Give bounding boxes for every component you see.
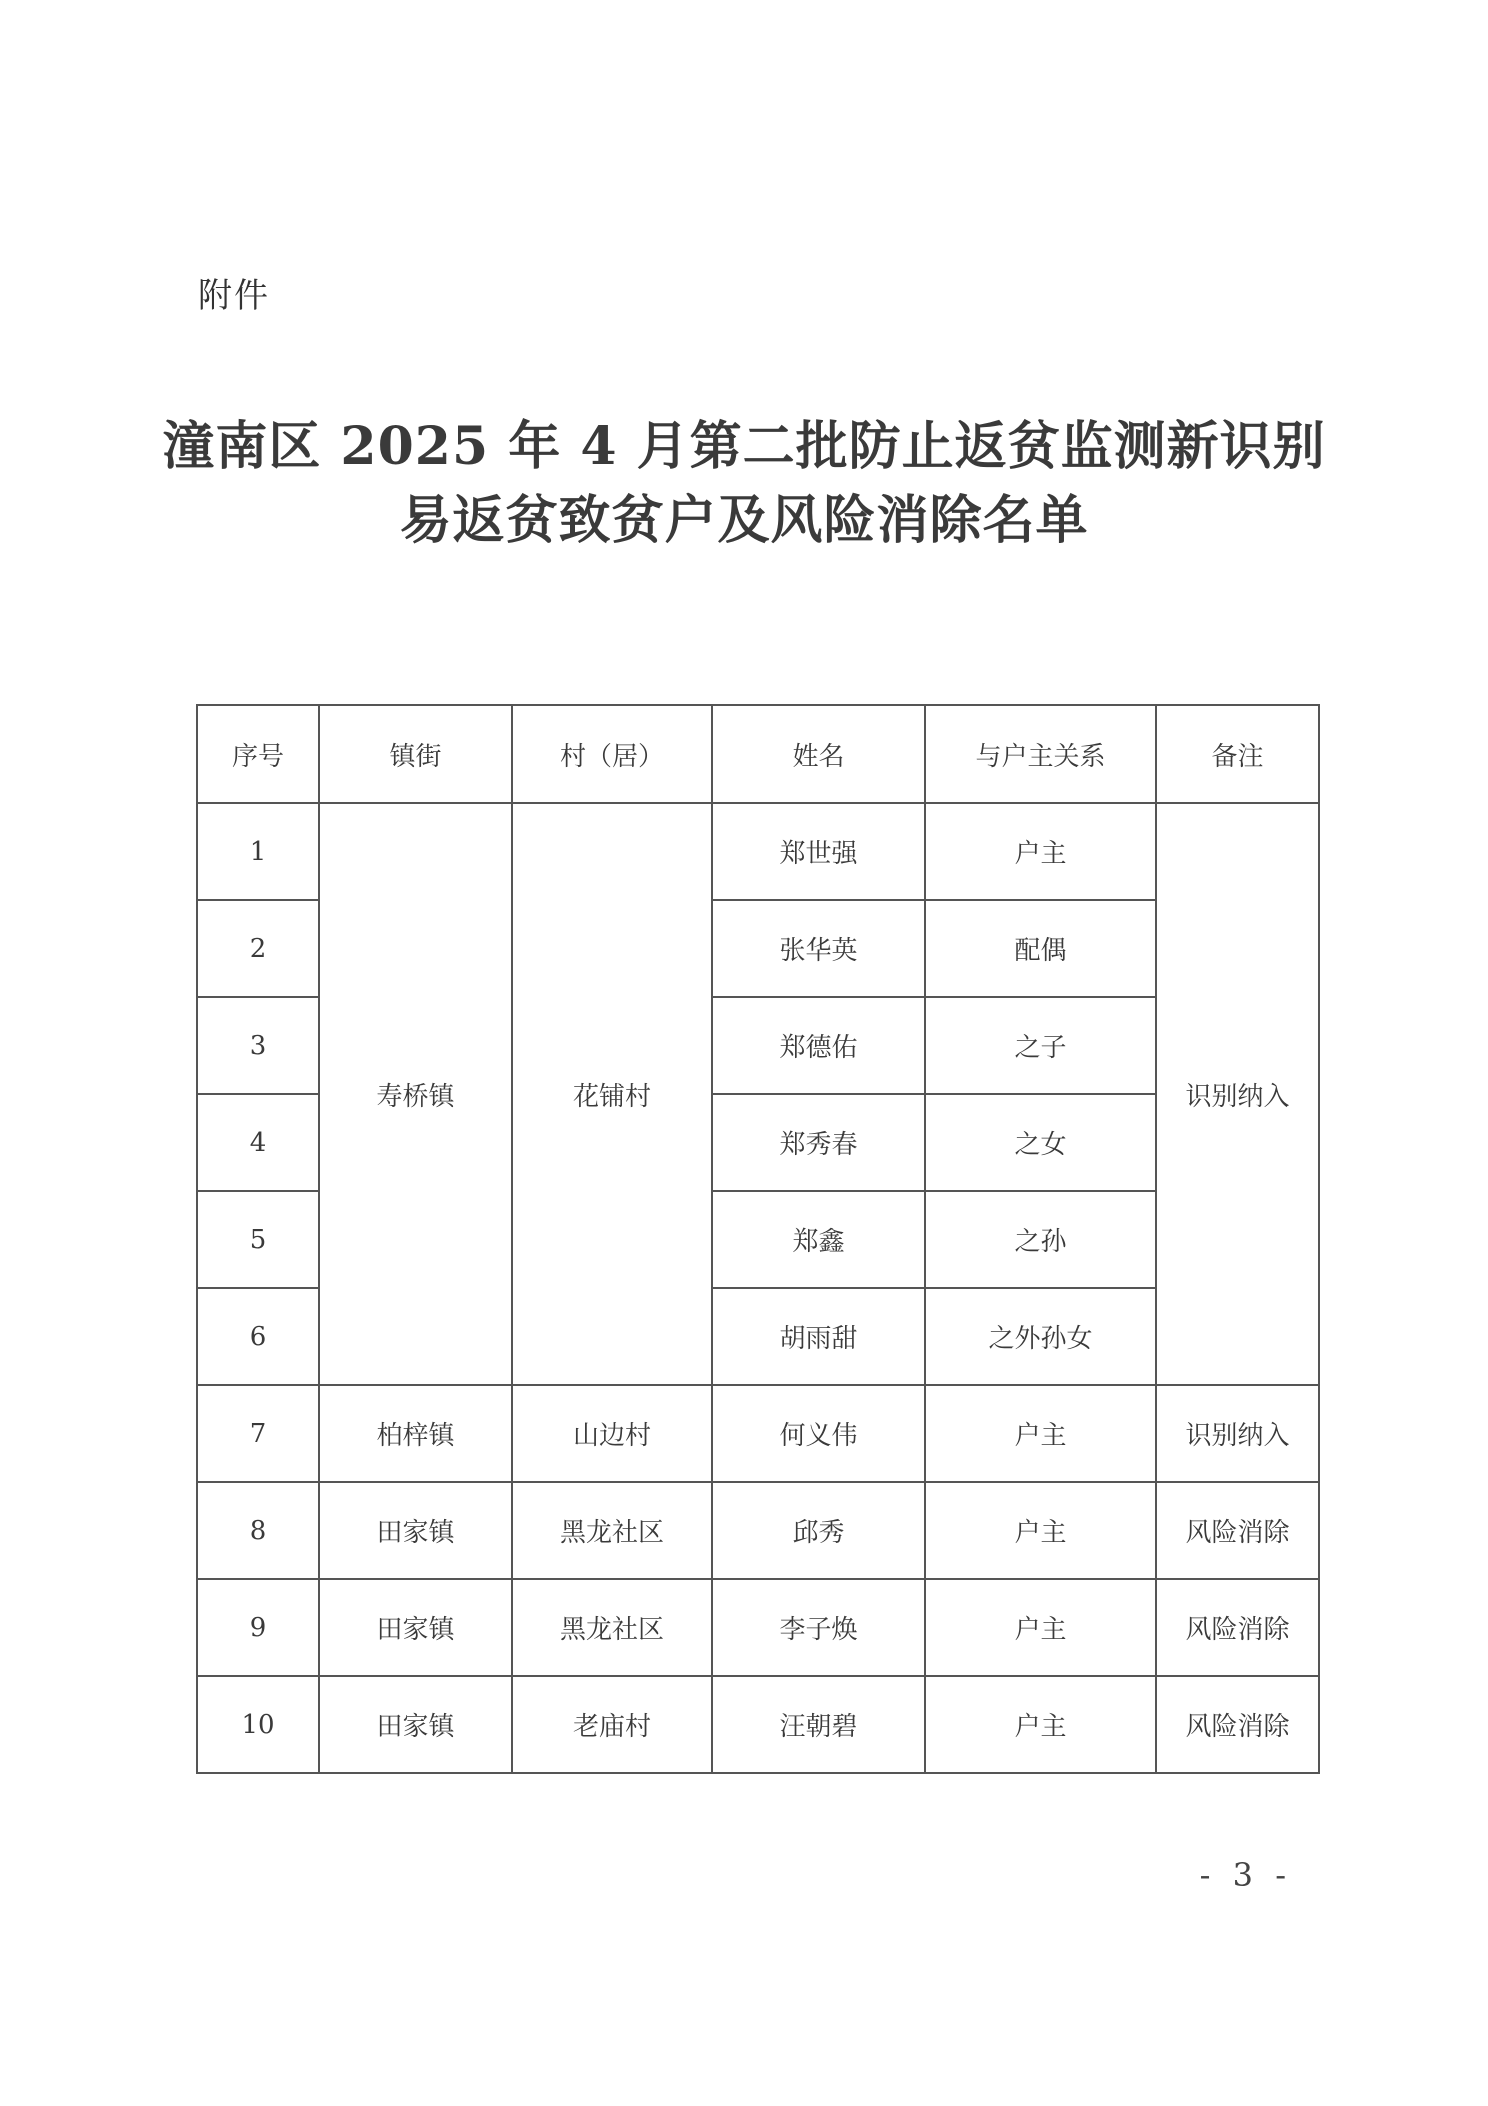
cell-town: 田家镇 xyxy=(319,1579,512,1676)
cell-relation: 之子 xyxy=(925,997,1156,1094)
header-village: 村（居） xyxy=(512,705,712,803)
cell-remark: 风险消除 xyxy=(1156,1579,1319,1676)
cell-town: 田家镇 xyxy=(319,1676,512,1773)
cell-serial: 5 xyxy=(197,1191,319,1288)
cell-relation: 户主 xyxy=(925,1385,1156,1482)
cell-town: 柏梓镇 xyxy=(319,1385,512,1482)
cell-name: 胡雨甜 xyxy=(712,1288,925,1385)
cell-name: 何义伟 xyxy=(712,1385,925,1482)
cell-serial: 2 xyxy=(197,900,319,997)
cell-serial: 8 xyxy=(197,1482,319,1579)
cell-serial: 4 xyxy=(197,1094,319,1191)
header-serial: 序号 xyxy=(197,705,319,803)
attachment-label: 附件 xyxy=(198,276,270,316)
cell-village: 黑龙社区 xyxy=(512,1482,712,1579)
cell-name: 张华英 xyxy=(712,900,925,997)
table-header-row xyxy=(197,705,1319,803)
cell-relation: 户主 xyxy=(925,1579,1156,1676)
cell-relation: 户主 xyxy=(925,803,1156,900)
table-row xyxy=(197,1482,1319,1579)
cell-serial: 1 xyxy=(197,803,319,900)
cell-name: 郑秀春 xyxy=(712,1094,925,1191)
cell-remark: 风险消除 xyxy=(1156,1482,1319,1579)
cell-relation: 配偶 xyxy=(925,900,1156,997)
cell-serial: 3 xyxy=(197,997,319,1094)
cell-relation: 户主 xyxy=(925,1482,1156,1579)
cell-name: 郑世强 xyxy=(712,803,925,900)
household-list-table xyxy=(196,704,1320,1774)
document-title-line2: 易返贫致贫户及风险消除名单 xyxy=(399,490,1089,551)
cell-relation: 之外孙女 xyxy=(925,1288,1156,1385)
cell-relation: 之女 xyxy=(925,1094,1156,1191)
cell-name: 邱秀 xyxy=(712,1482,925,1579)
cell-village: 老庙村 xyxy=(512,1676,712,1773)
cell-relation: 之孙 xyxy=(925,1191,1156,1288)
page-number: - 3 - xyxy=(1199,1856,1292,1894)
cell-remark: 风险消除 xyxy=(1156,1676,1319,1773)
cell-relation: 户主 xyxy=(925,1676,1156,1773)
cell-serial: 7 xyxy=(197,1385,319,1482)
cell-serial: 9 xyxy=(197,1579,319,1676)
cell-village: 黑龙社区 xyxy=(512,1579,712,1676)
cell-village: 山边村 xyxy=(512,1385,712,1482)
cell-name: 郑德佑 xyxy=(712,997,925,1094)
cell-town: 寿桥镇 xyxy=(319,803,512,1385)
document-title-line1: 潼南区 2025 年 4 月第二批防止返贫监测新识别 xyxy=(162,416,1326,477)
cell-name: 汪朝碧 xyxy=(712,1676,925,1773)
cell-name: 李子焕 xyxy=(712,1579,925,1676)
cell-serial: 6 xyxy=(197,1288,319,1385)
cell-remark: 识别纳入 xyxy=(1156,1385,1319,1482)
header-remark: 备注 xyxy=(1156,705,1319,803)
cell-town: 田家镇 xyxy=(319,1482,512,1579)
header-relation: 与户主关系 xyxy=(925,705,1156,803)
table-row xyxy=(197,803,1319,900)
header-name: 姓名 xyxy=(712,705,925,803)
cell-serial: 10 xyxy=(197,1676,319,1773)
table-row xyxy=(197,1385,1319,1482)
cell-remark: 识别纳入 xyxy=(1156,803,1319,1385)
header-town: 镇街 xyxy=(319,705,512,803)
table-row xyxy=(197,1579,1319,1676)
table-row xyxy=(197,1676,1319,1773)
cell-village: 花铺村 xyxy=(512,803,712,1385)
cell-name: 郑鑫 xyxy=(712,1191,925,1288)
